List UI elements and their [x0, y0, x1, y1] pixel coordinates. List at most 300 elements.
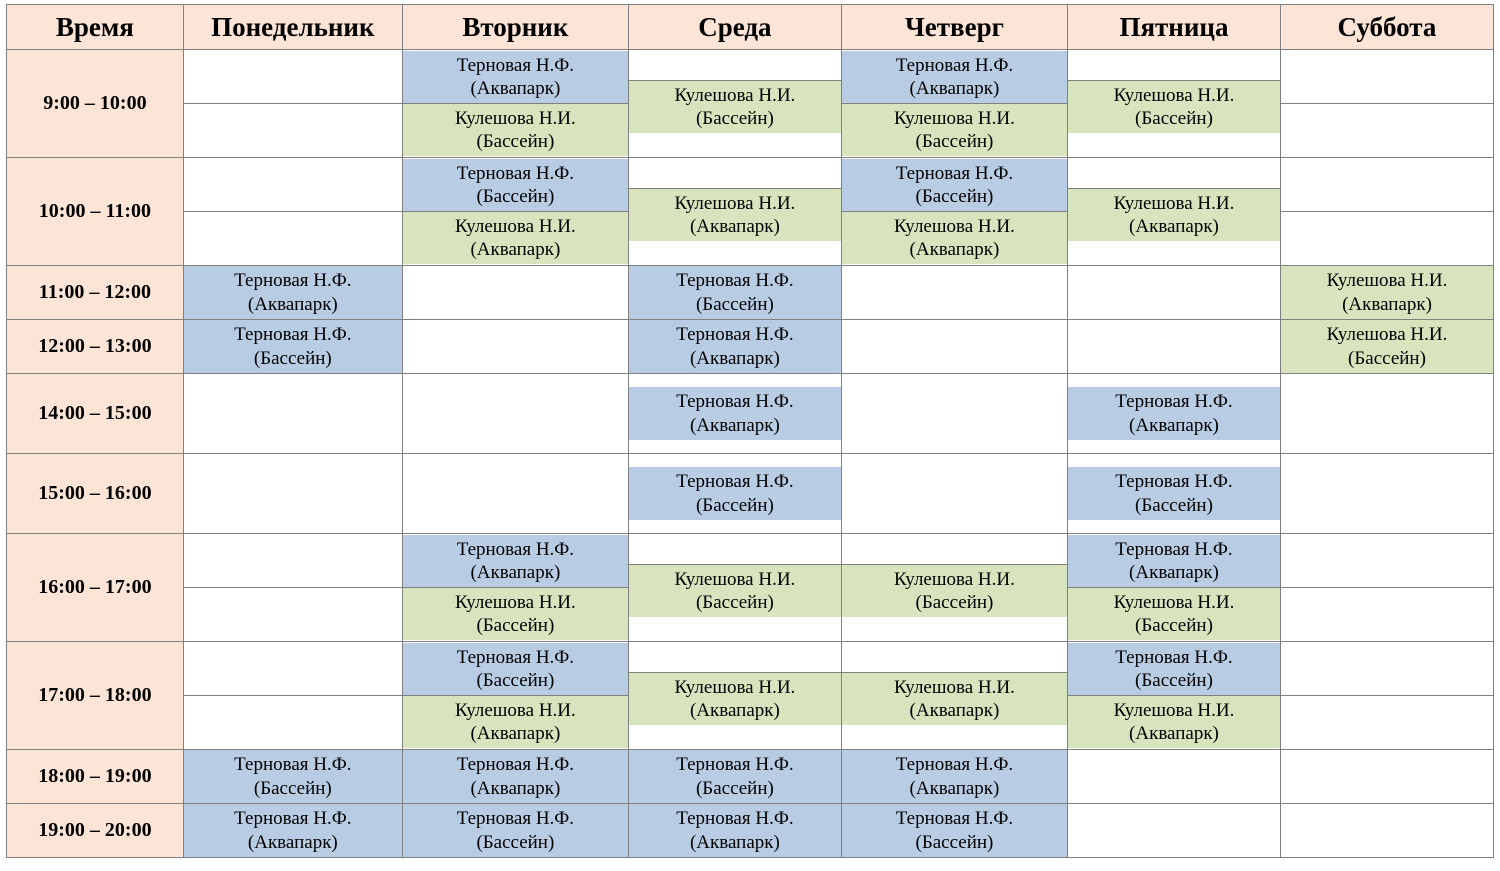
time-slot-label: 10:00 – 11:00 — [7, 158, 184, 266]
time-slot-label: 15:00 – 16:00 — [7, 454, 184, 534]
schedule-cell[interactable] — [628, 642, 841, 750]
schedule-cell-split — [403, 643, 628, 749]
schedule-entry[interactable] — [629, 189, 841, 241]
schedule-cell[interactable] — [1067, 158, 1280, 266]
schedule-cell[interactable] — [183, 804, 402, 858]
schedule-entry[interactable] — [629, 565, 841, 617]
schedule-subcell-bottom[interactable] — [629, 189, 841, 241]
entry-teacher: Терновая Н.Ф. — [456, 538, 575, 560]
schedule-cell-empty — [1281, 205, 1493, 211]
entry-location: (Аквапарк) — [909, 777, 1000, 799]
entry-location: (Бассейн) — [1135, 615, 1213, 637]
schedule-subcell-bottom[interactable] — [629, 81, 841, 133]
table-row — [7, 642, 1494, 750]
schedule-cell[interactable] — [841, 266, 1067, 320]
entry-location: (Бассейн) — [1348, 347, 1426, 369]
schedule-subcell-top[interactable] — [403, 159, 628, 212]
schedule-cell[interactable] — [628, 320, 841, 374]
schedule-cell-split — [1281, 205, 1493, 218]
schedule-entry[interactable] — [629, 320, 841, 372]
entry-teacher: Кулешова Н.И. — [454, 592, 576, 613]
time-slot-label: 18:00 – 19:00 — [7, 750, 184, 804]
schedule-cell-empty — [842, 491, 1067, 497]
entry-teacher: Терновая Н.Ф. — [1115, 646, 1233, 668]
schedule-cell[interactable] — [402, 642, 628, 750]
schedule-cell[interactable] — [183, 50, 402, 158]
entry-location: (Бассейн) — [695, 494, 774, 516]
entry-teacher: Кулешова Н.И. — [674, 568, 796, 590]
schedule-subcell-top[interactable] — [1068, 182, 1280, 189]
schedule-cell[interactable] — [402, 374, 628, 454]
schedule-cell-inner — [1281, 774, 1493, 780]
schedule-cell[interactable] — [402, 454, 628, 534]
schedule-cell[interactable] — [183, 374, 402, 454]
schedule-cell-empty — [1068, 74, 1280, 80]
schedule-entry[interactable] — [1068, 387, 1280, 439]
schedule-cell-inner — [403, 491, 628, 497]
schedule-cell-empty — [842, 411, 1067, 417]
entry-location: (Аквапарк) — [1129, 216, 1219, 237]
entry-location: (Аквапарк) — [1342, 293, 1432, 315]
schedule-cell[interactable] — [1280, 804, 1493, 858]
schedule-subcell-top[interactable] — [1281, 581, 1493, 588]
schedule-cell[interactable] — [183, 750, 402, 804]
schedule-cell-empty — [403, 411, 628, 417]
schedule-cell[interactable] — [1067, 454, 1280, 534]
schedule-cell-empty — [184, 212, 402, 218]
entry-teacher: Кулешова Н.И. — [1326, 324, 1448, 346]
schedule-subcell-bottom[interactable] — [842, 673, 1067, 725]
entry-location: (Бассейн) — [253, 777, 332, 799]
schedule-cell-split — [1068, 182, 1280, 241]
column-header-time: Время — [7, 5, 184, 50]
schedule-cell[interactable] — [628, 374, 841, 454]
schedule-entry[interactable] — [1068, 81, 1280, 133]
schedule-cell[interactable] — [1280, 534, 1493, 642]
schedule-cell-split — [184, 205, 402, 218]
schedule-cell[interactable] — [841, 158, 1067, 266]
entry-location: (Бассейн) — [476, 669, 555, 691]
schedule-cell[interactable] — [841, 804, 1067, 858]
schedule-cell-inner — [1281, 266, 1493, 318]
schedule-subcell-bottom[interactable] — [403, 588, 628, 640]
schedule-entry[interactable] — [629, 387, 841, 439]
schedule-subcell-bottom[interactable] — [184, 588, 402, 594]
schedule-cell[interactable] — [841, 374, 1067, 454]
schedule-cell[interactable] — [183, 320, 402, 374]
schedule-cell[interactable] — [841, 320, 1067, 374]
schedule-entry[interactable] — [629, 467, 841, 519]
schedule-cell-empty — [1281, 696, 1493, 702]
schedule-subcell-top[interactable] — [403, 535, 628, 588]
schedule-cell[interactable] — [1067, 374, 1280, 454]
schedule-cell[interactable] — [183, 534, 402, 642]
schedule-cell[interactable] — [1280, 158, 1493, 266]
schedule-subcell-top[interactable] — [1281, 97, 1493, 104]
schedule-cell-inner — [403, 290, 628, 296]
schedule-subcell-bottom[interactable] — [1281, 212, 1493, 218]
schedule-cell[interactable] — [1280, 750, 1493, 804]
column-header-saturday: Суббота — [1280, 5, 1493, 50]
schedule-cell-empty — [184, 588, 402, 594]
schedule-entry[interactable] — [1068, 588, 1280, 640]
schedule-subcell-top[interactable] — [629, 182, 841, 189]
schedule-cell-empty — [629, 74, 841, 80]
schedule-entry[interactable] — [1068, 696, 1280, 748]
schedule-cell-inner — [842, 804, 1067, 856]
schedule-cell[interactable] — [841, 534, 1067, 642]
schedule-cell[interactable] — [402, 158, 628, 266]
entry-location: (Бассейн) — [695, 108, 774, 129]
time-slot-label: 16:00 – 17:00 — [7, 534, 184, 642]
entry-location: (Аквапарк) — [1129, 723, 1219, 745]
schedule-subcell-bottom[interactable] — [629, 673, 841, 725]
table-header-row — [7, 5, 1494, 50]
entry-location: (Аквапарк) — [909, 700, 1000, 721]
entry-location: (Аквапарк) — [689, 216, 780, 237]
schedule-cell[interactable] — [183, 158, 402, 266]
schedule-cell-empty — [184, 696, 402, 702]
schedule-subcell-bottom[interactable] — [1281, 588, 1493, 594]
entry-location: (Аквапарк) — [1129, 414, 1219, 436]
schedule-cell[interactable] — [1067, 534, 1280, 642]
schedule-cell-inner — [842, 344, 1067, 350]
schedule-cell-empty — [1281, 689, 1493, 695]
schedule-cell[interactable] — [402, 50, 628, 158]
entry-teacher: Терновая Н.Ф. — [676, 808, 794, 830]
schedule-cell-split — [184, 581, 402, 594]
schedule-cell-empty — [842, 344, 1067, 350]
schedule-subcell-top[interactable] — [184, 581, 402, 588]
schedule-cell-empty — [1068, 182, 1280, 188]
schedule-subcell-bottom[interactable] — [1068, 696, 1280, 748]
schedule-cell-inner — [1281, 828, 1493, 834]
schedule-cell-empty — [1281, 828, 1493, 834]
entry-teacher: Терновая Н.Ф. — [456, 54, 575, 76]
schedule-cell-empty — [1281, 97, 1493, 103]
schedule-entry[interactable] — [403, 750, 628, 802]
entry-teacher: Терновая Н.Ф. — [456, 754, 575, 776]
schedule-subcell-bottom[interactable] — [403, 696, 628, 748]
schedule-cell-empty — [403, 491, 628, 497]
entry-teacher: Терновая Н.Ф. — [676, 270, 794, 292]
schedule-entry[interactable] — [842, 673, 1067, 725]
entry-location: (Аквапарк) — [909, 239, 1000, 261]
schedule-cell[interactable] — [628, 50, 841, 158]
schedule-entry[interactable] — [842, 159, 1067, 211]
schedule-cell-inner — [403, 750, 628, 802]
entry-location: (Аквапарк) — [470, 723, 561, 745]
schedule-cell-split — [1068, 535, 1280, 641]
schedule-cell[interactable] — [1067, 266, 1280, 320]
schedule-cell-inner — [1068, 774, 1280, 780]
schedule-subcell-top[interactable] — [1281, 205, 1493, 212]
schedule-cell-empty — [403, 290, 628, 296]
schedule-subcell-bottom[interactable] — [1281, 696, 1493, 702]
entry-teacher: Терновая Н.Ф. — [234, 324, 352, 346]
schedule-subcell-bottom[interactable] — [1068, 588, 1280, 640]
schedule-entry[interactable] — [842, 750, 1067, 802]
schedule-subcell-top[interactable] — [629, 558, 841, 565]
schedule-cell-empty — [1068, 828, 1280, 834]
schedule-cell[interactable] — [1280, 320, 1493, 374]
entry-location: (Бассейн) — [476, 131, 555, 153]
schedule-cell[interactable] — [628, 804, 841, 858]
schedule-entry[interactable] — [403, 588, 628, 640]
schedule-subcell-bottom[interactable] — [842, 212, 1067, 264]
schedule-entry[interactable] — [842, 804, 1067, 856]
entry-teacher: Терновая Н.Ф. — [676, 324, 794, 346]
schedule-cell-empty — [842, 290, 1067, 296]
schedule-cell-split — [629, 74, 841, 133]
schedule-cell-inner — [629, 467, 841, 519]
schedule-cell-inner — [842, 411, 1067, 417]
entry-teacher: Кулешова Н.И. — [1113, 592, 1235, 613]
schedule-cell-split — [184, 97, 402, 110]
schedule-entry[interactable] — [403, 535, 628, 587]
schedule-subcell-top[interactable] — [1281, 689, 1493, 696]
schedule-cell[interactable] — [402, 534, 628, 642]
schedule-cell[interactable] — [1067, 320, 1280, 374]
table-row — [7, 454, 1494, 534]
schedule-cell[interactable] — [402, 266, 628, 320]
schedule-cell[interactable] — [1067, 750, 1280, 804]
schedule-table — [6, 4, 1494, 858]
schedule-entry[interactable] — [842, 51, 1067, 103]
schedule-cell-inner — [629, 320, 841, 372]
schedule-cell-inner — [1281, 411, 1493, 417]
table-row — [7, 50, 1494, 158]
entry-location: (Бассейн) — [915, 131, 994, 153]
schedule-entry[interactable] — [1068, 189, 1280, 241]
entry-teacher: Терновая Н.Ф. — [895, 808, 1014, 830]
schedule-cell[interactable] — [841, 454, 1067, 534]
schedule-cell-split — [1281, 97, 1493, 110]
entry-location: (Аквапарк) — [1129, 561, 1219, 583]
schedule-subcell-top[interactable] — [842, 666, 1067, 673]
schedule-cell[interactable] — [183, 642, 402, 750]
table-row — [7, 804, 1494, 858]
schedule-cell-empty — [629, 182, 841, 188]
schedule-subcell-bottom[interactable] — [842, 104, 1067, 156]
schedule-subcell-top[interactable] — [184, 205, 402, 212]
schedule-entry[interactable] — [842, 565, 1067, 617]
schedule-cell-empty — [1281, 491, 1493, 497]
schedule-cell[interactable] — [402, 750, 628, 804]
entry-location: (Бассейн) — [476, 831, 555, 853]
schedule-cell-inner — [629, 387, 841, 439]
schedule-entry[interactable] — [403, 51, 628, 103]
column-header-friday: Пятница — [1067, 5, 1280, 50]
schedule-cell-empty — [184, 205, 402, 211]
schedule-cell[interactable] — [1067, 642, 1280, 750]
entry-teacher: Терновая Н.Ф. — [1115, 391, 1233, 413]
schedule-cell-empty — [1281, 774, 1493, 780]
schedule-entry[interactable] — [1068, 535, 1280, 587]
schedule-cell-inner — [842, 750, 1067, 802]
entry-teacher: Кулешова Н.И. — [454, 216, 576, 237]
schedule-entry[interactable] — [403, 212, 628, 264]
schedule-entry[interactable] — [184, 750, 402, 802]
schedule-entry[interactable] — [1281, 320, 1493, 372]
entry-teacher: Кулешова Н.И. — [454, 108, 576, 129]
entry-teacher: Терновая Н.Ф. — [1115, 471, 1233, 493]
entry-teacher: Терновая Н.Ф. — [456, 646, 575, 668]
entry-teacher: Кулешова Н.И. — [674, 84, 796, 106]
column-header-thursday: Четверг — [841, 5, 1067, 50]
schedule-cell[interactable] — [1280, 374, 1493, 454]
schedule-cell-split — [1281, 581, 1493, 594]
schedule-subcell-bottom[interactable] — [1068, 189, 1280, 241]
schedule-entry[interactable] — [184, 804, 402, 856]
time-slot-label: 11:00 – 12:00 — [7, 266, 184, 320]
table-row — [7, 158, 1494, 266]
schedule-subcell-bottom[interactable] — [184, 696, 402, 702]
schedule-cell-inner — [403, 411, 628, 417]
schedule-cell-inner — [184, 491, 402, 497]
time-slot-label: 19:00 – 20:00 — [7, 804, 184, 858]
schedule-cell[interactable] — [183, 454, 402, 534]
schedule-cell[interactable] — [402, 320, 628, 374]
entry-teacher: Терновая Н.Ф. — [676, 471, 794, 493]
schedule-subcell-top[interactable] — [184, 689, 402, 696]
schedule-cell-empty — [184, 104, 402, 110]
schedule-subcell-bottom[interactable] — [629, 565, 841, 617]
schedule-cell-inner — [403, 804, 628, 856]
schedule-cell[interactable] — [1067, 804, 1280, 858]
entry-location: (Бассейн) — [476, 615, 555, 637]
time-slot-label: 12:00 – 13:00 — [7, 320, 184, 374]
entry-teacher: Терновая Н.Ф. — [456, 162, 575, 184]
schedule-subcell-top[interactable] — [1068, 74, 1280, 81]
schedule-cell[interactable] — [628, 158, 841, 266]
entry-teacher: Терновая Н.Ф. — [234, 270, 352, 292]
schedule-cell[interactable] — [628, 454, 841, 534]
entry-location: (Бассейн) — [476, 185, 555, 207]
schedule-entry[interactable] — [629, 804, 841, 856]
schedule-cell-empty — [403, 344, 628, 350]
schedule-cell-empty — [1068, 344, 1280, 350]
schedule-cell[interactable] — [1280, 50, 1493, 158]
schedule-cell-inner — [1068, 467, 1280, 519]
schedule-entry[interactable] — [629, 750, 841, 802]
schedule-cell-inner — [1281, 320, 1493, 372]
schedule-cell-split — [842, 159, 1067, 265]
schedule-entry[interactable] — [1281, 266, 1493, 318]
schedule-subcell-top[interactable] — [629, 666, 841, 673]
entry-location: (Бассейн) — [695, 777, 774, 799]
schedule-cell-inner — [184, 320, 402, 372]
schedule-entry[interactable] — [403, 159, 628, 211]
schedule-cell[interactable] — [628, 266, 841, 320]
entry-location: (Бассейн) — [253, 347, 332, 369]
schedule-entry[interactable] — [403, 804, 628, 856]
entry-location: (Бассейн) — [1135, 108, 1213, 129]
schedule-cell-empty — [1281, 104, 1493, 110]
schedule-cell[interactable] — [841, 642, 1067, 750]
schedule-cell[interactable] — [183, 266, 402, 320]
entry-teacher: Терновая Н.Ф. — [895, 754, 1014, 776]
schedule-subcell-bottom[interactable] — [403, 212, 628, 264]
schedule-entry[interactable] — [403, 696, 628, 748]
schedule-cell-empty — [184, 491, 402, 497]
schedule-entry[interactable] — [1068, 467, 1280, 519]
entry-location: (Аквапарк) — [470, 561, 561, 583]
schedule-cell[interactable] — [1280, 642, 1493, 750]
schedule-cell[interactable] — [841, 750, 1067, 804]
entry-teacher: Кулешова Н.И. — [674, 192, 796, 214]
schedule-cell-split — [1068, 643, 1280, 749]
entry-teacher: Терновая Н.Ф. — [234, 808, 352, 830]
schedule-entry[interactable] — [184, 266, 402, 318]
schedule-subcell-bottom[interactable] — [1068, 81, 1280, 133]
entry-location: (Бассейн) — [1135, 669, 1213, 691]
schedule-subcell-top[interactable] — [1068, 535, 1280, 588]
schedule-cell[interactable] — [628, 534, 841, 642]
time-slot-label: 9:00 – 10:00 — [7, 50, 184, 158]
schedule-subcell-bottom[interactable] — [184, 104, 402, 110]
schedule-cell-split — [184, 689, 402, 702]
schedule-cell[interactable] — [1280, 266, 1493, 320]
schedule-entry[interactable] — [1068, 643, 1280, 695]
schedule-subcell-top[interactable] — [842, 159, 1067, 212]
schedule-cell[interactable] — [841, 50, 1067, 158]
schedule-cell-split — [842, 666, 1067, 725]
table-row — [7, 320, 1494, 374]
schedule-entry[interactable] — [403, 643, 628, 695]
schedule-cell-empty — [184, 689, 402, 695]
schedule-cell-inner — [1068, 290, 1280, 296]
entry-teacher: Кулешова Н.И. — [894, 676, 1015, 698]
schedule-cell-split — [842, 558, 1067, 617]
schedule-cell-empty — [184, 97, 402, 103]
schedule-cell-inner — [1068, 387, 1280, 439]
schedule-subcell-top[interactable] — [842, 558, 1067, 565]
schedule-subcell-top[interactable] — [403, 643, 628, 696]
schedule-cell[interactable] — [628, 750, 841, 804]
schedule-entry[interactable] — [842, 212, 1067, 264]
schedule-subcell-top[interactable] — [842, 51, 1067, 104]
schedule-subcell-top[interactable] — [403, 51, 628, 104]
table-row — [7, 534, 1494, 642]
schedule-cell-inner — [1281, 491, 1493, 497]
schedule-subcell-top[interactable] — [629, 74, 841, 81]
schedule-subcell-top[interactable] — [184, 97, 402, 104]
entry-location: (Аквапарк) — [247, 831, 338, 853]
schedule-entry[interactable] — [403, 104, 628, 156]
schedule-subcell-bottom[interactable] — [184, 212, 402, 218]
schedule-entry[interactable] — [842, 104, 1067, 156]
schedule-entry[interactable] — [629, 673, 841, 725]
schedule-subcell-bottom[interactable] — [842, 565, 1067, 617]
schedule-entry[interactable] — [629, 266, 841, 318]
entry-location: (Бассейн) — [1135, 494, 1213, 516]
schedule-entry[interactable] — [184, 320, 402, 372]
schedule-cell[interactable] — [1280, 454, 1493, 534]
schedule-entry[interactable] — [629, 81, 841, 133]
schedule-cell[interactable] — [1067, 50, 1280, 158]
entry-teacher: Кулешова Н.И. — [894, 216, 1015, 237]
entry-teacher: Терновая Н.Ф. — [456, 808, 575, 830]
schedule-cell-inner — [629, 750, 841, 802]
entry-teacher: Терновая Н.Ф. — [234, 754, 352, 776]
schedule-cell-inner — [629, 804, 841, 856]
schedule-cell[interactable] — [402, 804, 628, 858]
schedule-cell-split — [1068, 74, 1280, 133]
schedule-subcell-bottom[interactable] — [403, 104, 628, 156]
schedule-subcell-bottom[interactable] — [1281, 104, 1493, 110]
schedule-subcell-top[interactable] — [1068, 643, 1280, 696]
